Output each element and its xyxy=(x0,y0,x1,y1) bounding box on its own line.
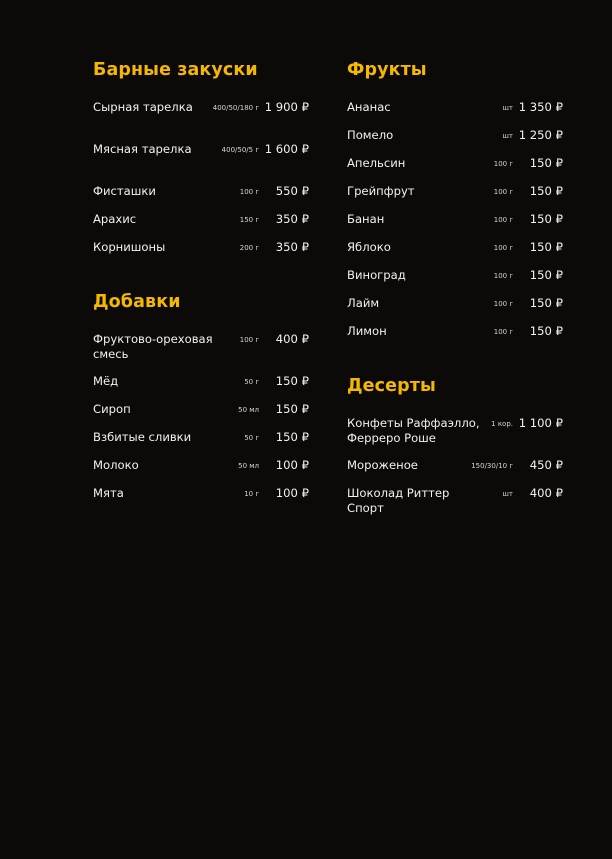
menu-item xyxy=(93,486,309,514)
item-qty: 150 г xyxy=(239,216,259,224)
section-title: Десерты xyxy=(347,376,436,396)
item-price: 1 250 ₽ xyxy=(518,128,563,142)
item-qty: 400/50/180 г xyxy=(212,104,259,112)
item-name: Апельсин xyxy=(347,156,406,170)
item-qty: 100 г xyxy=(493,272,513,280)
item-price: 400 ₽ xyxy=(529,486,563,500)
menu-item xyxy=(93,374,309,402)
item-qty: 100 г xyxy=(493,244,513,252)
menu-item xyxy=(93,240,309,268)
item-price: 450 ₽ xyxy=(529,458,563,472)
item-qty: 50 г xyxy=(244,378,259,386)
item-name: Молоко xyxy=(93,458,139,472)
menu-item xyxy=(347,324,563,352)
menu-item xyxy=(347,296,563,324)
item-price: 150 ₽ xyxy=(529,212,563,226)
item-qty: шт xyxy=(502,104,513,112)
menu-item xyxy=(93,458,309,486)
item-qty: 50 мл xyxy=(238,462,259,470)
item-price: 400 ₽ xyxy=(275,332,309,346)
item-price: 1 100 ₽ xyxy=(518,416,563,430)
item-qty: 100 г xyxy=(493,300,513,308)
menu-item xyxy=(347,486,563,528)
section-bar-snacks xyxy=(93,58,309,268)
item-qty: 150/30/10 г xyxy=(471,462,513,470)
item-qty: 50 мл xyxy=(238,406,259,414)
item-price: 150 ₽ xyxy=(529,156,563,170)
item-name: Помело xyxy=(347,128,394,142)
item-qty: 100 г xyxy=(239,188,259,196)
item-price: 150 ₽ xyxy=(529,268,563,282)
menu-item xyxy=(347,240,563,268)
item-name: Лайм xyxy=(347,296,380,310)
menu-item xyxy=(93,332,309,374)
menu-item xyxy=(347,212,563,240)
item-name: Фисташки xyxy=(93,184,156,198)
item-price: 150 ₽ xyxy=(529,324,563,338)
item-name: Банан xyxy=(347,212,385,226)
left-column xyxy=(93,58,309,514)
item-name: Лимон xyxy=(347,324,387,338)
menu-item xyxy=(347,416,563,458)
right-column xyxy=(347,58,563,528)
section-title: Фрукты xyxy=(347,60,427,80)
menu-item xyxy=(347,128,563,156)
menu-item xyxy=(93,402,309,430)
menu-item xyxy=(347,156,563,184)
item-name: Сироп xyxy=(93,402,131,416)
item-qty: 10 г xyxy=(244,490,259,498)
item-name: Арахис xyxy=(93,212,137,226)
menu-item xyxy=(93,212,309,240)
item-qty: 100 г xyxy=(493,328,513,336)
item-price: 1 600 ₽ xyxy=(264,142,309,156)
section-fruits xyxy=(347,58,563,352)
menu-item xyxy=(347,458,563,486)
item-name: Сырная тарелка xyxy=(93,100,193,114)
section-title: Добавки xyxy=(93,292,181,312)
item-price: 150 ₽ xyxy=(529,184,563,198)
menu-item xyxy=(93,142,309,184)
section-additions xyxy=(93,290,309,514)
item-name: Мёд xyxy=(93,374,119,388)
menu-item xyxy=(347,100,563,128)
item-name: Яблоко xyxy=(347,240,391,254)
item-price: 1 350 ₽ xyxy=(518,100,563,114)
item-name: Фруктово-ореховая смесь xyxy=(93,332,213,361)
item-qty: шт xyxy=(502,132,513,140)
item-price: 150 ₽ xyxy=(275,374,309,388)
item-qty: шт xyxy=(502,490,513,498)
item-qty: 50 г xyxy=(244,434,259,442)
item-name: Мята xyxy=(93,486,124,500)
item-name: Взбитые сливки xyxy=(93,430,192,444)
item-qty: 100 г xyxy=(493,188,513,196)
item-name: Грейпфрут xyxy=(347,184,415,198)
item-price: 100 ₽ xyxy=(275,486,309,500)
item-price: 1 900 ₽ xyxy=(264,100,309,114)
item-price: 100 ₽ xyxy=(275,458,309,472)
item-name: Ананас xyxy=(347,100,391,114)
item-qty: 1 кор. xyxy=(491,420,513,428)
item-price: 150 ₽ xyxy=(529,240,563,254)
item-price: 150 ₽ xyxy=(275,402,309,416)
menu-item xyxy=(347,184,563,212)
menu-item xyxy=(93,430,309,458)
item-qty: 100 г xyxy=(493,216,513,224)
item-price: 350 ₽ xyxy=(275,212,309,226)
menu-item xyxy=(93,184,309,212)
item-price: 150 ₽ xyxy=(275,430,309,444)
item-price: 550 ₽ xyxy=(275,184,309,198)
menu-item xyxy=(347,268,563,296)
menu-item xyxy=(93,100,309,142)
item-name: Мороженое xyxy=(347,458,418,472)
item-name: Мясная тарелка xyxy=(93,142,192,156)
item-name: Корнишоны xyxy=(93,240,166,254)
item-price: 350 ₽ xyxy=(275,240,309,254)
item-name: Виноград xyxy=(347,268,406,282)
section-desserts xyxy=(347,374,563,528)
item-name: Шоколад Риттер Спорт xyxy=(347,486,450,515)
item-qty: 200 г xyxy=(239,244,259,252)
item-qty: 400/50/5 г xyxy=(221,146,259,154)
item-qty: 100 г xyxy=(493,160,513,168)
item-price: 150 ₽ xyxy=(529,296,563,310)
item-qty: 100 г xyxy=(239,336,259,344)
section-title: Барные закуски xyxy=(93,60,258,80)
item-name: Конфеты Раффаэлло, Ферреро Роше xyxy=(347,416,480,445)
